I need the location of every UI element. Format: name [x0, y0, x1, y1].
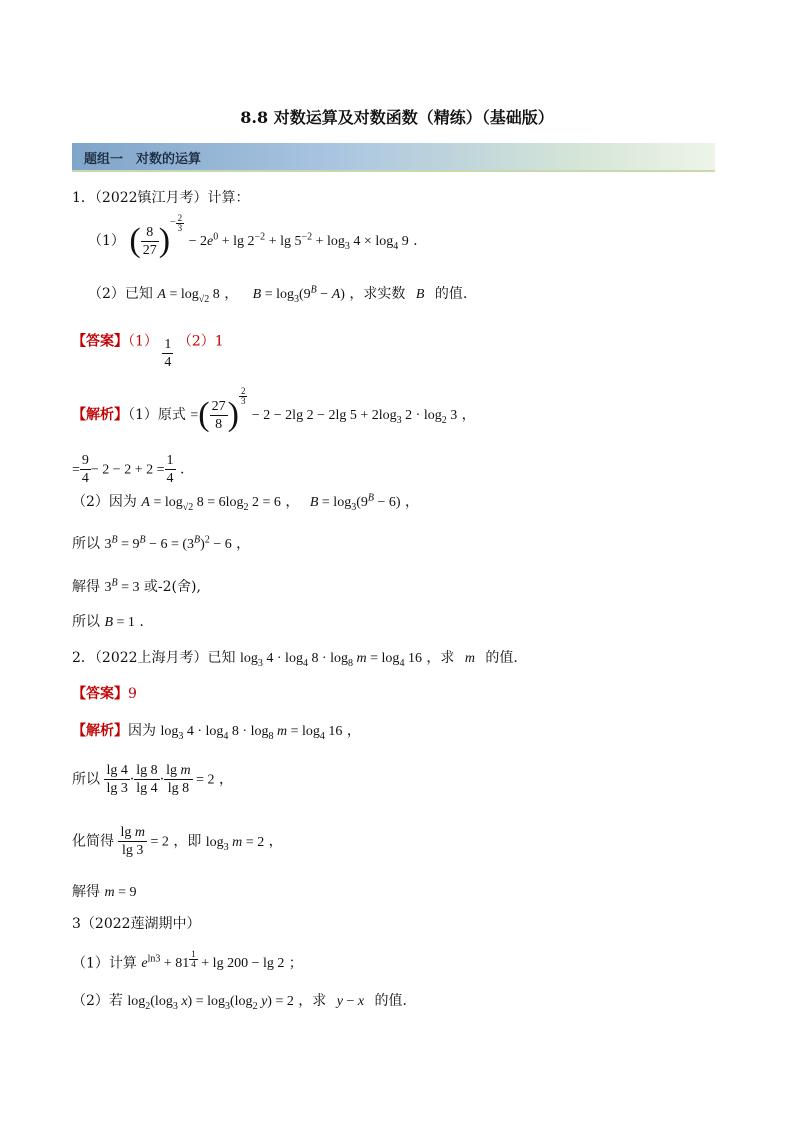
- q1-part2: （2）已知 $A = \log_{√2} 8$ ， $B = \log_3(9^B - A)$ ，求实数 B 的值.: [88, 284, 468, 305]
- q2-head: 2．（2022上海月考）已知 $\log_3 4 \cdot \log_4 8 \cdot \log_8 m = \log_4 16$ ，求 m 的值.: [72, 650, 518, 669]
- q1-part2-label: （2）已知: [88, 286, 153, 302]
- q3-part1: （1）计算 $e^{ln3} + 81$ $^{\frac{1}{4}}$ + lg 200 − lg 2 ；: [72, 949, 303, 972]
- q1-analysis-1: 【解析】（1）原式 =( $\frac{27}{8}$ ) $^{\frac{2}{3}}$ − 2 − 2lg 2 − 2lg $5 + 2\log_3$ $2 \cdot \log_2 3$ ，: [72, 386, 476, 433]
- q2-analysis-1: 【解析】因为 $\log_3 4 \cdot \log_4 8 \cdot \log_8 m = \log_4 16$ ，: [72, 723, 361, 742]
- q1-part1: （1） ( $\frac{8}{27}$ )$^{- \frac{2}{3}}$ − $2e^0 + \lg 2^{-2} + \lg 5^{-2} + \log_3 4 \times \log_4 9$ .: [88, 212, 418, 259]
- q3-part2: （2）若 $\log_2(\log_3$ $x) = \log_3(\log_2$ y) = 2 ，求 y − x 的值．: [72, 993, 417, 1012]
- page-title: 8.8 对数运算及对数函数（精练）（基础版）: [240, 108, 554, 127]
- q2-analysis-3: 化简得 $\frac{\text{lg m}}{\lg 3}$ = 2 ，即 $\log_3 m = 2$ ，: [72, 825, 283, 858]
- q2-answer: 【答案】9: [72, 686, 137, 702]
- q1-analysis-4: 所以 $3^B = 9^B - 6 = (3^B)^2 - 6$ ，: [72, 534, 251, 552]
- section-title: 题组一 对数的运算: [84, 152, 202, 167]
- q1-part1-label: （1）: [88, 233, 125, 249]
- q3-head: 3（2022莲湖期中）: [72, 916, 201, 932]
- q2-analysis-2: 所以 $\frac{\lg 4}{\lg 3}$ · $\frac{\lg 8}{\lg 4}$ · $\frac{\text{lg m}}{\lg 8}$ = 2 ，: [72, 763, 234, 796]
- q1-analysis-2: = $\frac{9}{4}$ − 2 − 2 + 2 = $\frac{1}{4}$ .: [72, 453, 185, 486]
- q1-head: 1．（2022镇江月考）计算：: [72, 190, 250, 206]
- q2-analysis-4: 解得 m = 9: [72, 884, 137, 900]
- q1-analysis-3: （2）因为 $A = \log_{√2} 8 = 6\log_2$ 2 = 6 ， $B = \log_3(9^B - 6)$ ，: [72, 492, 419, 513]
- q1-analysis-6: 所以 B = 1 .: [72, 614, 144, 630]
- q1-answer: 【答案】（1） $\frac{1}{4}$ （2）1: [72, 333, 224, 370]
- q1-analysis-5: 解得 $3^B = 3$ 或-2(舍),: [72, 577, 201, 595]
- section-banner: [72, 143, 715, 172]
